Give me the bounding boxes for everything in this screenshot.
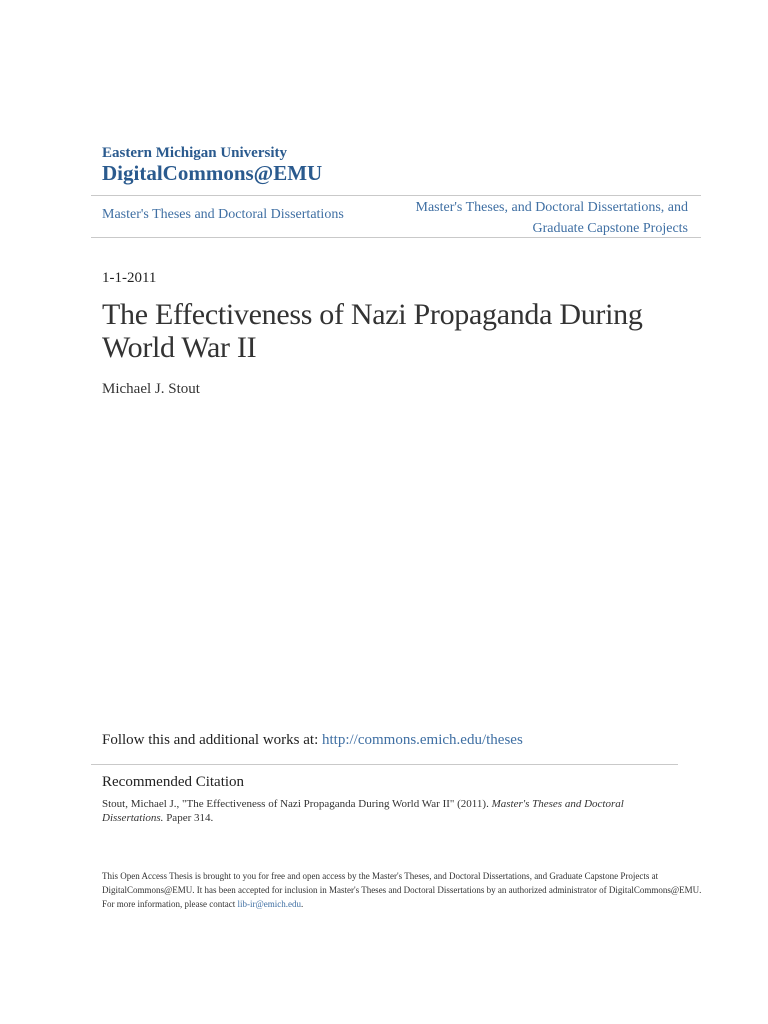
collection-link-right-line2[interactable]: Graduate Capstone Projects [532, 221, 688, 236]
repository-name-link[interactable]: DigitalCommons@EMU [102, 161, 323, 185]
collection-link-left[interactable]: Master's Theses and Doctoral Dissertations [102, 207, 344, 222]
citation-series: Master's Theses and Doctoral Dissertations. [102, 798, 624, 824]
document-author: Michael J. Stout [102, 381, 200, 397]
collection-parent [416, 197, 688, 239]
divider-citation [91, 764, 678, 765]
follow-line [102, 732, 523, 749]
divider-top [91, 195, 701, 196]
open-access-notice [102, 869, 702, 911]
footer-end: . [301, 899, 304, 909]
theses-url-link[interactable]: http://commons.emich.edu/theses [321, 732, 523, 748]
document-title: The Effectiveness of Nazi Propaganda During World War II [102, 298, 643, 364]
university-name: Eastern Michigan University [102, 145, 287, 161]
footer-text: This Open Access Thesis is brought to you for free and open access by the Master's Theses, and Doctoral Dissertations, and Graduate Capstone Projects at DigitalCommons@EMU. It has been accepted for inclusion in Master's Theses and Doctoral Dissertations by an authorized administrator of DigitalCommons@EMU. For more information, please contact [102, 871, 702, 909]
citation-part1: Stout, Michael J., "The Effectiveness of Nazi Propaganda During World War II" (2011). [102, 798, 492, 810]
contact-email-link[interactable]: lib-ir@emich.edu [237, 899, 301, 909]
collection-link-right-line1[interactable]: Master's Theses, and Doctoral Dissertations, and [415, 200, 688, 215]
citation-heading: Recommended Citation [102, 774, 245, 790]
citation-part2: Paper 314. [163, 812, 214, 824]
divider-collections [91, 237, 701, 238]
citation-text [102, 797, 662, 825]
publication-date: 1-1-2011 [102, 270, 157, 286]
follow-label: Follow this and additional works at: [102, 732, 322, 748]
